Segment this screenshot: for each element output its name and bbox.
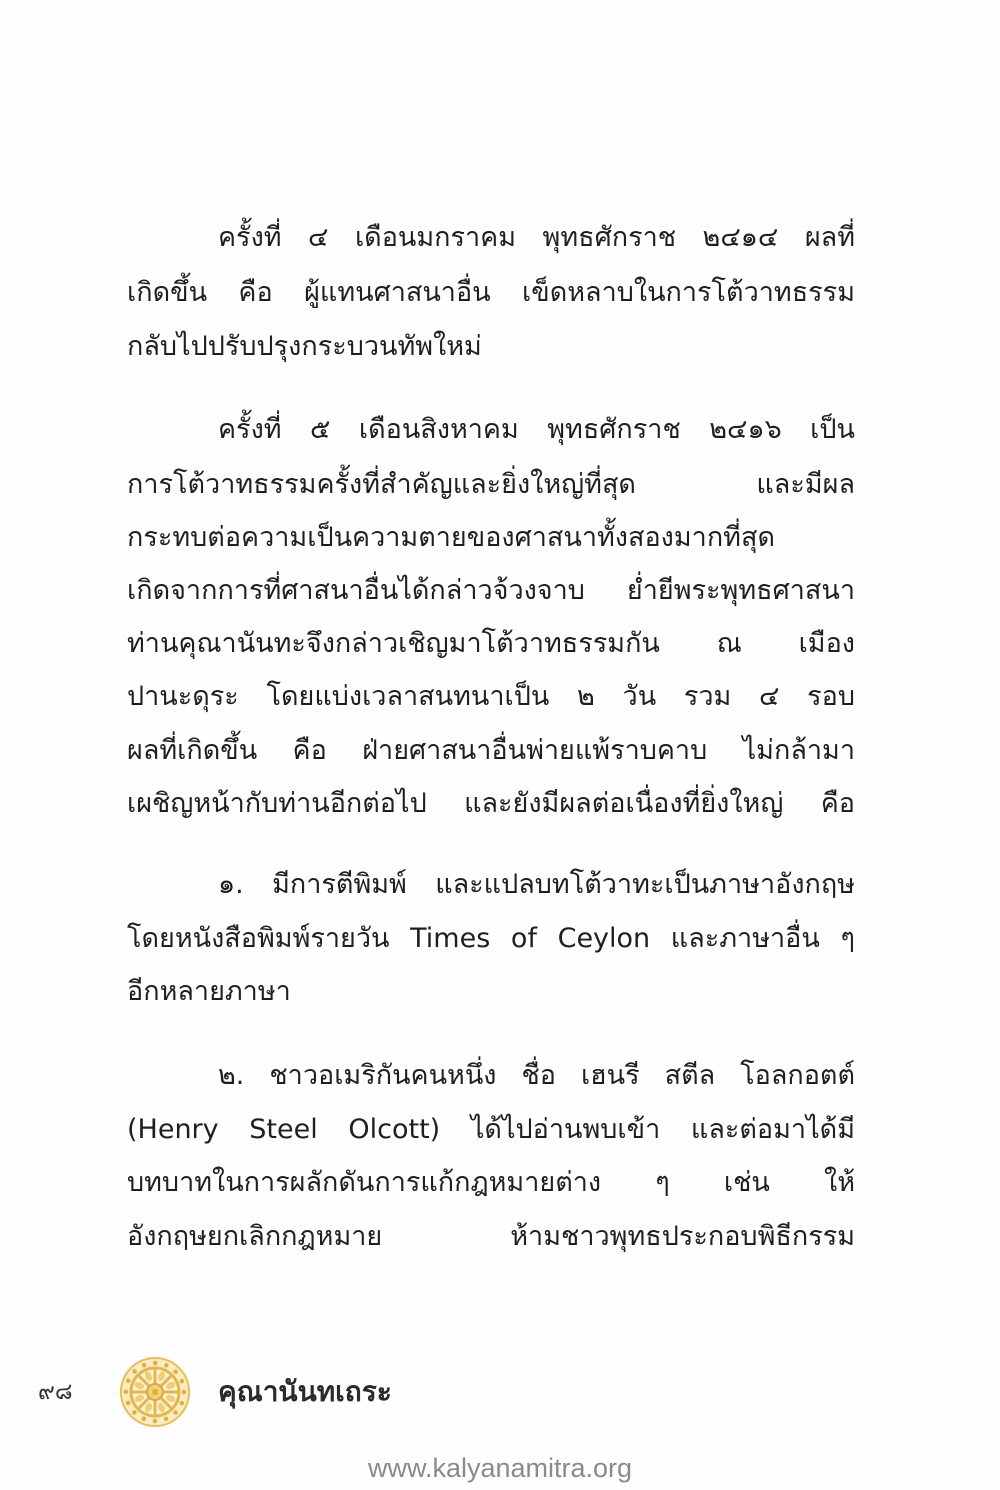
dharma-wheel-icon [119, 1356, 191, 1428]
website-url: www.kalyanamitra.org [367, 1453, 633, 1483]
text-line: กลับไปปรับปรุงกระบวนทัพใหม่ [127, 331, 482, 362]
text-line: ท่านคุณานันทะจึงกล่าวเชิญมาโต้วาทธรรมกัน ณ เมือง [127, 628, 855, 659]
text-line: ๑. มีการตีพิมพ์ และแปลบทโต้วาทะเป็นภาษาอังกฤษ [218, 869, 855, 900]
text-line: ครั้งที่ ๔ เดือนมกราคม พุทธศักราช ๒๔๑๔ ผลที่ [218, 222, 855, 253]
text-line: เกิดขึ้น คือ ผู้แทนศาสนาอื่น เข็ดหลาบในการโต้วาทธรรม [127, 277, 855, 308]
text-line: ๒. ชาวอเมริกันคนหนึ่ง ชื่อ เฮนรี สตีล โอลกอตต์ [218, 1060, 855, 1091]
text-line: อังกฤษยกเลิกกฎหมาย ห้ามชาวพุทธประกอบพิธีกรรม [127, 1221, 855, 1252]
text-line: ครั้งที่ ๕ เดือนสิงหาคม พุทธศักราช ๒๔๑๖ เป็น [218, 414, 855, 445]
text-line: บทบาทในการผลักดันการแก้กฎหมายต่าง ๆ เช่น ให้ [127, 1167, 855, 1198]
text-line: โดยหนังสือพิมพ์รายวัน Times of Ceylon และภาษาอื่น ๆ [127, 923, 855, 954]
text-line: (Henry Steel Olcott) ได้ไปอ่านพบเข้า และต่อมาได้มี [127, 1114, 855, 1145]
text-line: กระทบต่อความเป็นความตายของศาสนาทั้งสองมากที่สุด [127, 522, 775, 553]
text-line: ผลที่เกิดขึ้น คือ ฝ่ายศาสนาอื่นพ่ายแพ้ราบคาบ ไม่กล้ามา [127, 735, 855, 766]
text-line: อีกหลายภาษา [127, 976, 291, 1007]
page-number: ๙๘ [38, 1379, 73, 1405]
text-line: ปานะดุระ โดยแบ่งเวลาสนทนาเป็น ๒ วัน รวม ๔ รอบ [127, 681, 855, 712]
text-line: การโต้วาทธรรมครั้งที่สำคัญและยิ่งใหญ่ที่สุด และมีผล [127, 469, 855, 500]
text-line: เผชิญหน้ากับท่านอีกต่อไป และยังมีผลต่อเนื่องที่ยิ่งใหญ่ คือ [127, 788, 855, 819]
running-title: คุณานันทเถระ [218, 1375, 392, 1408]
text-line: เกิดจากการที่ศาสนาอื่นได้กล่าวจ้วงจาบ ย่ำยีพระพุทธศาสนา [127, 575, 855, 606]
